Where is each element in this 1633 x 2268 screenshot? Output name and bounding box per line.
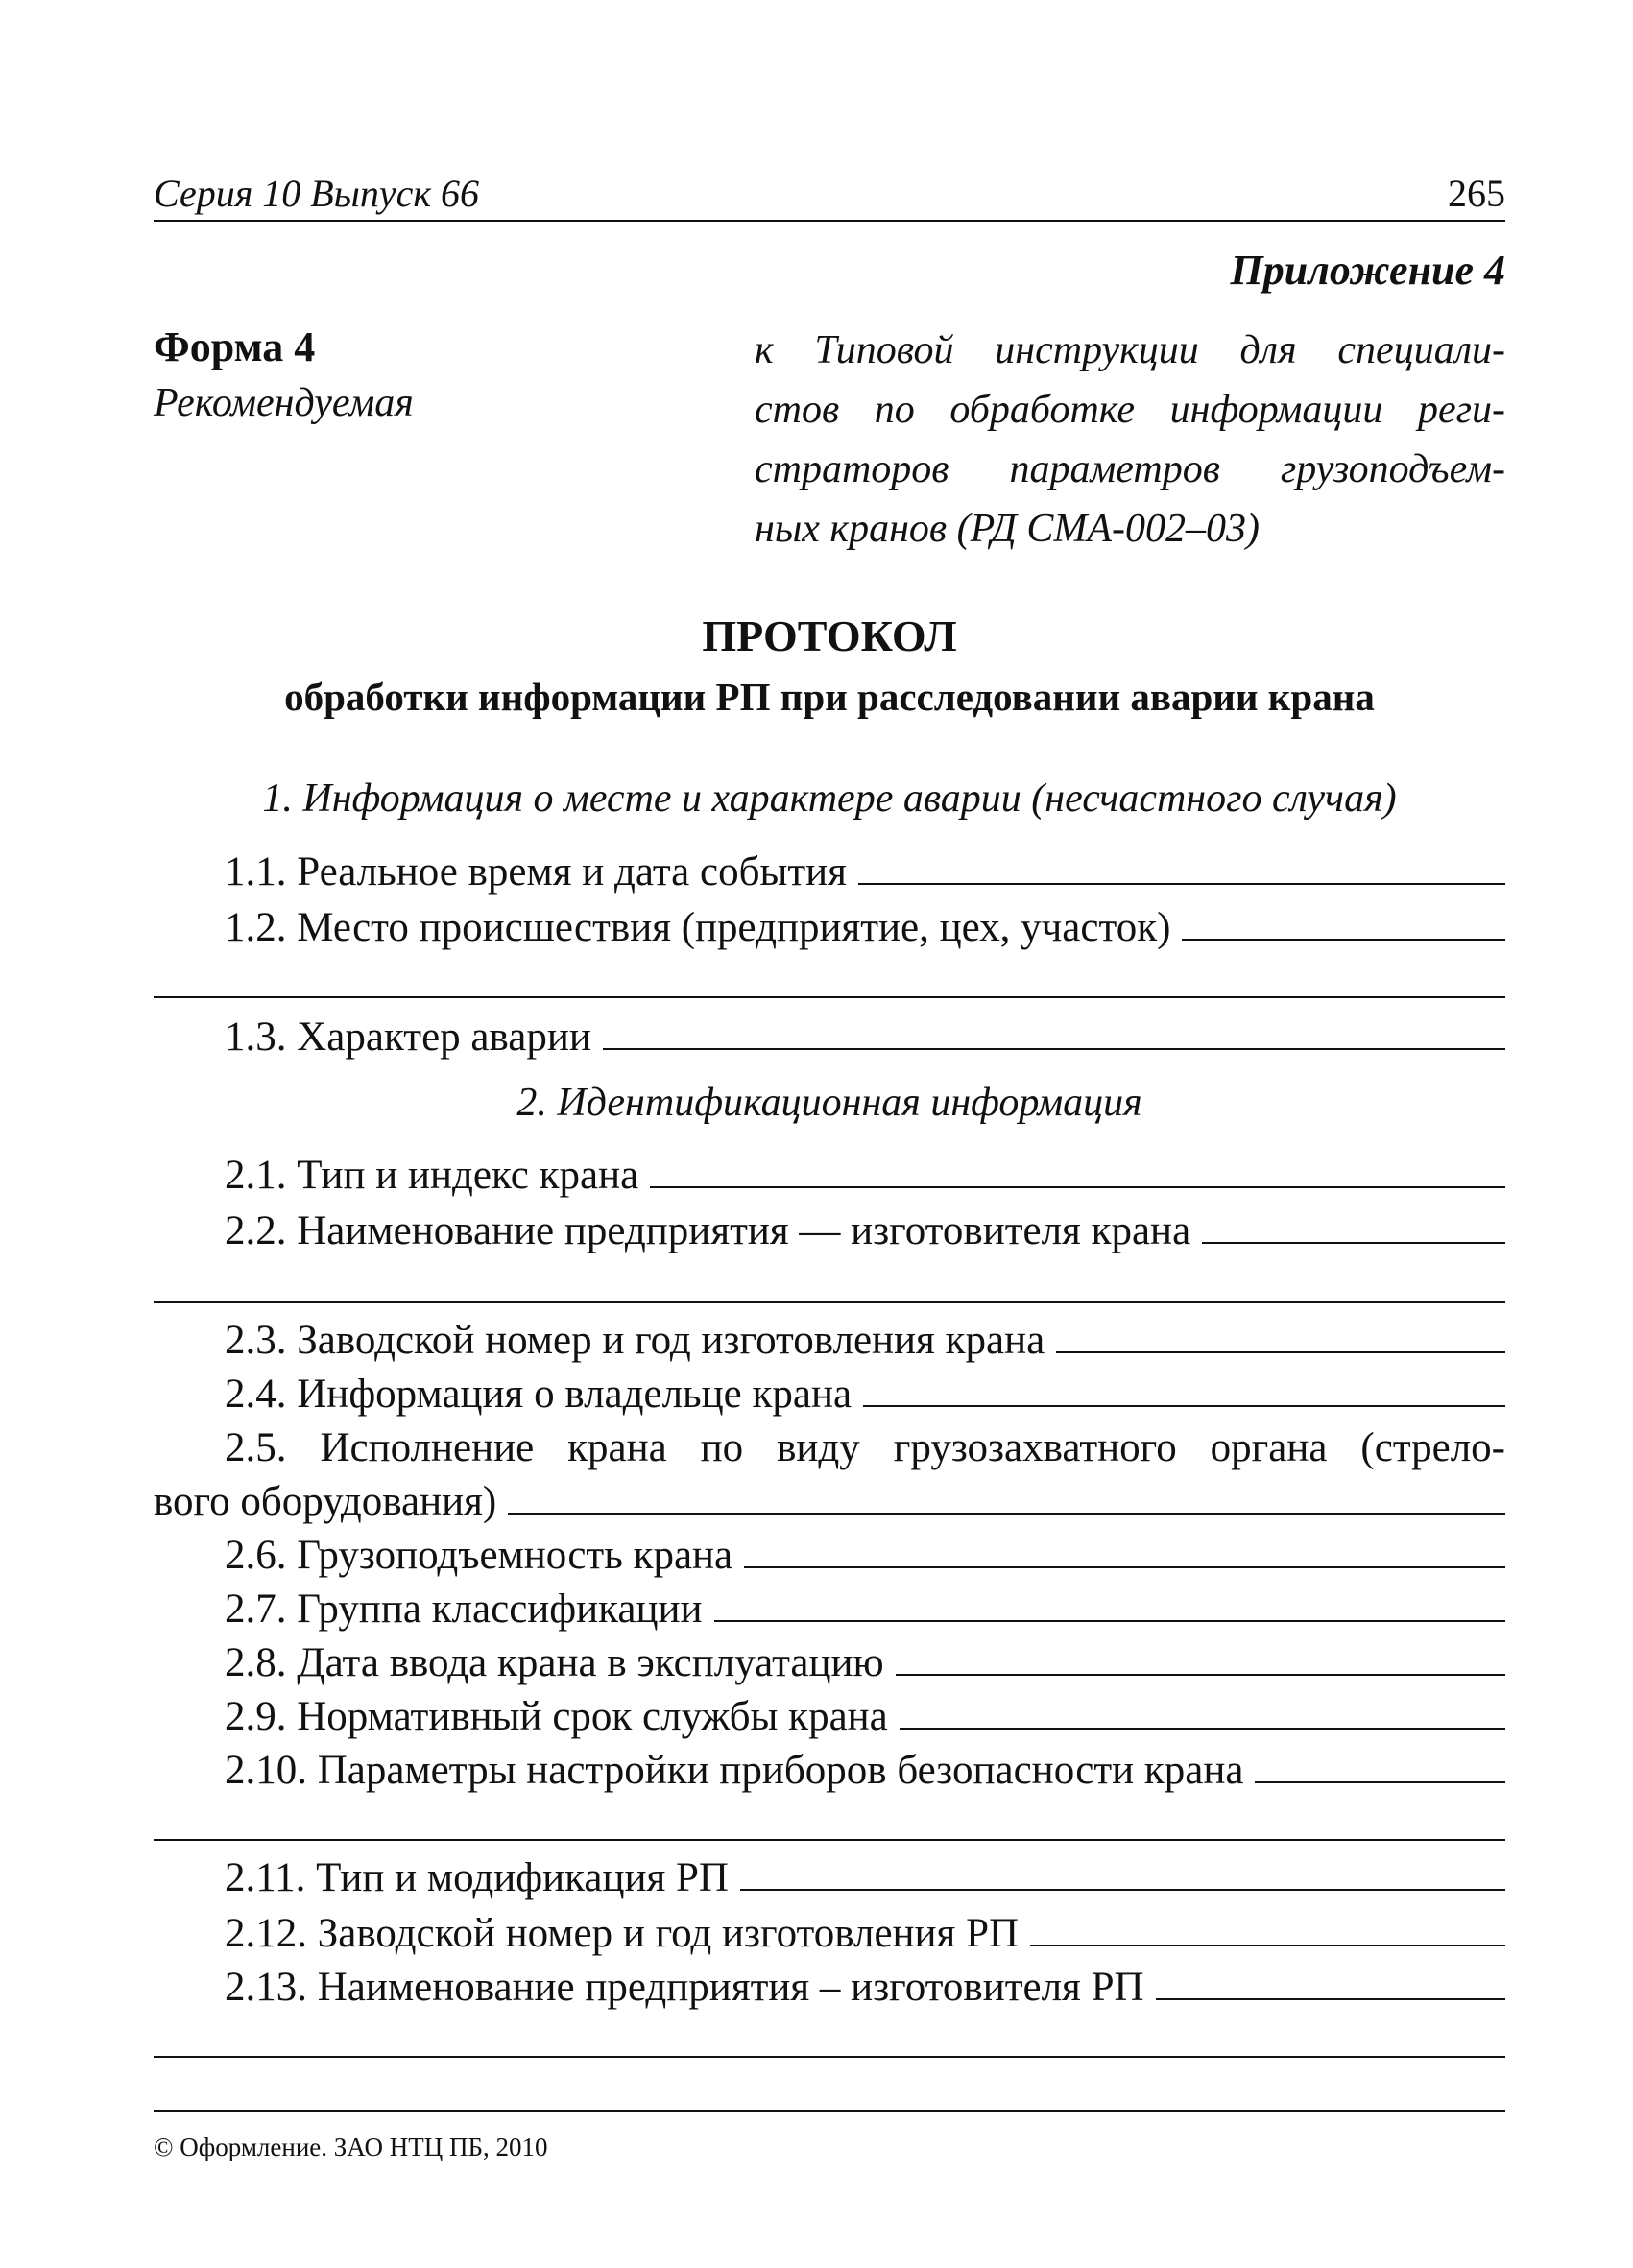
field-label: 2.10. Параметры настройки приборов безопасности крана (225, 1748, 1244, 1793)
form-field-2-3 (225, 1317, 1505, 1364)
blank-fill-line[interactable] (1255, 1780, 1505, 1783)
blank-fill-line[interactable] (863, 1404, 1505, 1407)
blank-fill-line[interactable] (1202, 1241, 1505, 1244)
form-field-1-1 (225, 848, 1505, 895)
blank-fill-line[interactable] (1030, 1944, 1505, 1946)
form-field-1-2 (225, 904, 1505, 951)
section-heading-1: 1. Информация о месте и характере аварии (несчастного случая) (262, 776, 1397, 821)
field-label: 1.3. Характер аварии (225, 1015, 591, 1060)
blank-fill-line[interactable] (858, 882, 1505, 885)
page-number: 265 (1448, 172, 1505, 215)
footer-divider (154, 2110, 1505, 2112)
field-label: 2.12. Заводской номер и год изготовления РП (225, 1911, 1020, 1956)
copyright-notice: © Оформление. ЗАО НТЦ ПБ, 2010 (154, 2133, 548, 2161)
field-label: 2.11. Тип и модификация РП (225, 1855, 729, 1900)
field-label: 2.1. Тип и индекс крана (225, 1153, 639, 1198)
form-field-2-8 (225, 1639, 1505, 1686)
blank-continuation-line[interactable] (154, 1301, 1505, 1303)
appendix-reference-line: стов по обработке информации реги- (755, 388, 1505, 432)
blank-fill-line[interactable] (744, 1565, 1505, 1568)
blank-fill-line[interactable] (896, 1673, 1505, 1676)
field-label: 2.3. Заводской номер и год изготовления крана (225, 1318, 1045, 1363)
form-field-2-5-line-2 (154, 1478, 1505, 1525)
form-field-2-9 (225, 1693, 1505, 1740)
blank-fill-line[interactable] (603, 1047, 1505, 1050)
appendix-reference-line: страторов параметров грузоподъем- (755, 447, 1505, 491)
form-field-2-12 (225, 1910, 1505, 1957)
appendix-reference-line: к Типовой инструкции для специали- (755, 328, 1505, 372)
form-field-2-11 (225, 1854, 1505, 1901)
protocol-title: ПРОТОКОЛ (702, 611, 957, 660)
field-label: 2.2. Наименование предприятия — изготовителя крана (225, 1208, 1191, 1253)
form-field-2-13 (225, 1964, 1505, 2011)
blank-fill-line[interactable] (1056, 1350, 1505, 1353)
form-subtitle: Рекомендуемая (154, 381, 414, 425)
protocol-subtitle: обработки информации РП при расследовании аварии крана (284, 675, 1375, 719)
form-field-2-1 (225, 1152, 1505, 1199)
appendix-reference-text (755, 321, 1505, 559)
form-field-2-4 (225, 1371, 1505, 1418)
form-field-2-10 (225, 1747, 1505, 1794)
running-header-series: Серия 10 Выпуск 66 (154, 172, 480, 215)
form-field-2-2 (225, 1207, 1505, 1254)
appendix-reference-line: ных кранов (РД СМА-002–03) (755, 507, 1260, 551)
blank-continuation-line[interactable] (154, 2056, 1505, 2058)
blank-continuation-line[interactable] (154, 1839, 1505, 1841)
section-heading-2: 2. Идентификационная информация (516, 1081, 1142, 1125)
form-field-2-5-line-1: 2.5. Исполнение крана по виду грузозахватного органа (стрело- (225, 1425, 1505, 1470)
blank-fill-line[interactable] (508, 1512, 1505, 1515)
field-label: 2.4. Информация о владельце крана (225, 1372, 853, 1417)
field-label: вого оборудования) (154, 1479, 497, 1524)
form-field-2-6 (225, 1532, 1505, 1579)
field-label: 2.9. Нормативный срок службы крана (225, 1694, 888, 1739)
form-field-2-7 (225, 1586, 1505, 1633)
field-label: 1.2. Место происшествия (предприятие, цех, участок) (225, 905, 1171, 950)
blank-fill-line[interactable] (650, 1185, 1505, 1188)
blank-continuation-line[interactable] (154, 996, 1505, 998)
blank-fill-line[interactable] (740, 1888, 1505, 1891)
field-label: 2.8. Дата ввода крана в эксплуатацию (225, 1640, 884, 1685)
header-divider (154, 220, 1505, 222)
appendix-title: Приложение 4 (1230, 247, 1505, 294)
blank-fill-line[interactable] (900, 1727, 1505, 1730)
blank-fill-line[interactable] (1156, 1997, 1505, 2000)
field-label: 2.7. Группа классификации (225, 1587, 703, 1632)
blank-fill-line[interactable] (1182, 938, 1505, 941)
form-field-1-3 (225, 1014, 1505, 1061)
field-label: 1.1. Реальное время и дата события (225, 849, 847, 895)
field-label: 2.6. Грузоподъемность крана (225, 1533, 733, 1578)
field-label: 2.13. Наименование предприятия – изготовителя РП (225, 1965, 1144, 2010)
blank-fill-line[interactable] (714, 1619, 1505, 1622)
form-title: Форма 4 (154, 323, 316, 370)
